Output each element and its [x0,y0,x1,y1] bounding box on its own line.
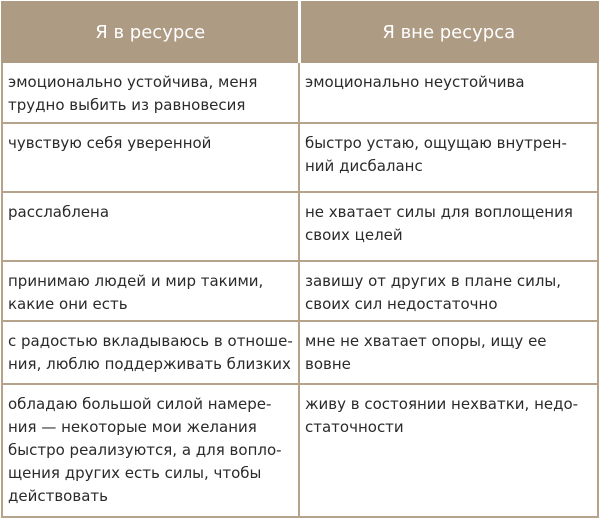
cell-in-resource [2,123,299,192]
cell-in-resource [2,384,299,517]
cell-text: чувствую себя уверенной [8,134,212,152]
table-header-row [2,2,598,62]
cell-out-resource [299,62,598,123]
cell-text: расслаблена [8,203,110,221]
cell-text: живу в состоянии нехватки, недо- статочности [305,395,579,436]
table-row [2,321,598,384]
table-row [2,123,598,192]
cell-out-resource [299,321,598,384]
cell-out-resource [299,192,598,261]
cell-text: эмоционально устойчива, меня трудно выбить из равновесия [8,73,258,114]
resource-comparison-table [1,1,599,518]
cell-out-resource [299,261,598,321]
cell-in-resource [2,321,299,384]
cell-in-resource [2,62,299,123]
cell-text: эмоционально неустойчива [305,73,525,91]
cell-text: не хватает силы для воплощения своих целей [305,203,573,244]
cell-text: с радостью вкладываюсь в отноше- ния, люблю поддерживать близких [8,332,293,373]
cell-text: обладаю большой силой намере- ния — некоторые мои желания быстро реализуются, а для вопло- щения других есть силы, чтобы действовать [8,395,282,505]
cell-text: принимаю людей и мир такими, какие они есть [8,272,264,313]
cell-out-resource [299,123,598,192]
cell-out-resource [299,384,598,517]
table-row [2,261,598,321]
cell-in-resource [2,261,299,321]
header-in-resource: Я в ресурсе [2,2,299,62]
header-out-resource: Я вне ресурса [299,2,598,62]
cell-text: завишу от других в плане силы, своих сил недостаточно [305,272,562,313]
cell-text: мне не хватает опоры, ищу ее вовне [305,332,547,373]
table-row [2,62,598,123]
table-row [2,384,598,517]
table-row [2,192,598,261]
cell-text: быстро устаю, ощущаю внутрен- ний дисбаланс [305,134,567,175]
cell-in-resource [2,192,299,261]
